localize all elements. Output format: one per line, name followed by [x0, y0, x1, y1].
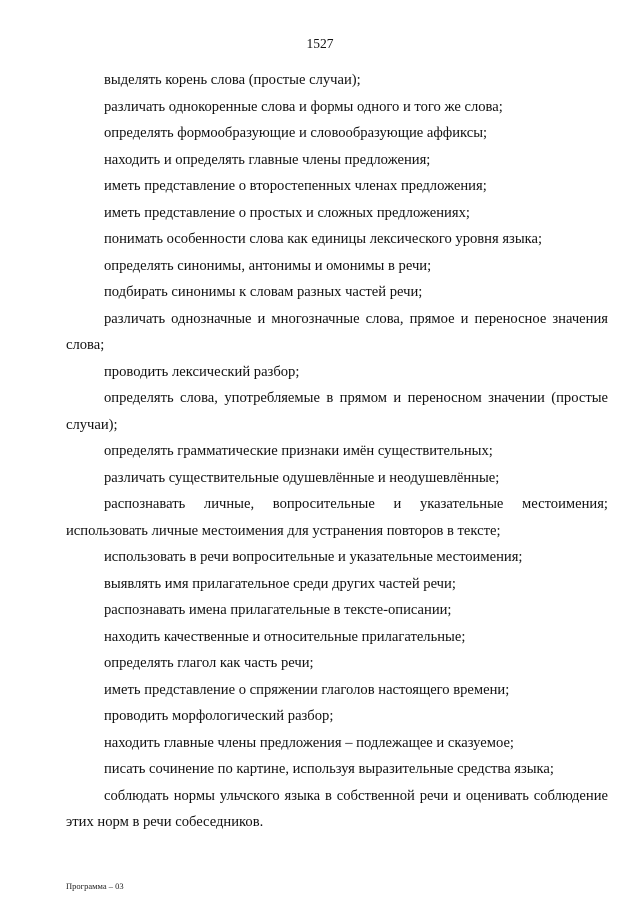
- paragraph: понимать особенности слова как единицы лексического уровня языка;: [104, 231, 543, 247]
- paragraph: иметь представление о простых и сложных предложениях;: [104, 204, 470, 221]
- paragraph: определять слова, употребляемые в прямом и переносном значении (простые случаи);: [66, 390, 608, 433]
- paragraph: иметь представление о спряжении глаголов настоящего времени;: [104, 681, 510, 698]
- paragraph: различать однокоренные слова и формы одного и того же слова;: [104, 98, 503, 115]
- paragraph: определять формообразующие и словообразующие аффиксы;: [104, 125, 488, 141]
- paragraph: определять грамматические признаки имён существительных;: [104, 443, 493, 459]
- body-text: [66, 67, 608, 836]
- paragraph: выделять корень слова (простые случаи);: [104, 72, 361, 88]
- paragraph: писать сочинение по картине, используя выразительные средства языка;: [104, 761, 554, 777]
- page-number: 1527: [306, 36, 334, 51]
- footer-program-label: Программа – 03: [66, 881, 124, 891]
- paragraph: различать существительные одушевлённые и неодушевлённые;: [104, 469, 500, 486]
- paragraph: проводить лексический разбор;: [104, 363, 300, 380]
- paragraph: соблюдать нормы ульчского языка в собственной речи и оценивать соблюдение этих норм в речи собеседников.: [66, 787, 608, 830]
- paragraph: иметь представление о второстепенных членах предложения;: [104, 178, 487, 194]
- paragraph: распознавать имена прилагательные в тексте-описании;: [104, 602, 452, 618]
- paragraph: проводить морфологический разбор;: [104, 708, 334, 724]
- paragraph: подбирать синонимы к словам разных частей речи;: [104, 284, 423, 300]
- paragraph: находить главные члены предложения – подлежащее и сказуемое;: [104, 734, 514, 751]
- paragraph: использовать в речи вопросительные и указательные местоимения;: [104, 549, 523, 565]
- paragraph: находить и определять главные члены предложения;: [104, 151, 431, 168]
- paragraph: различать однозначные и многозначные слова, прямое и переносное значения слова;: [66, 310, 608, 353]
- paragraph: распознавать личные, вопросительные и указательные местоимения; использовать личные местоимения для устранения повторов в тексте;: [66, 496, 608, 539]
- paragraph: определять глагол как часть речи;: [104, 655, 314, 671]
- paragraph: определять синонимы, антонимы и омонимы в речи;: [104, 257, 432, 274]
- paragraph: выявлять имя прилагательное среди других частей речи;: [104, 575, 456, 592]
- paragraph: находить качественные и относительные прилагательные;: [104, 628, 466, 645]
